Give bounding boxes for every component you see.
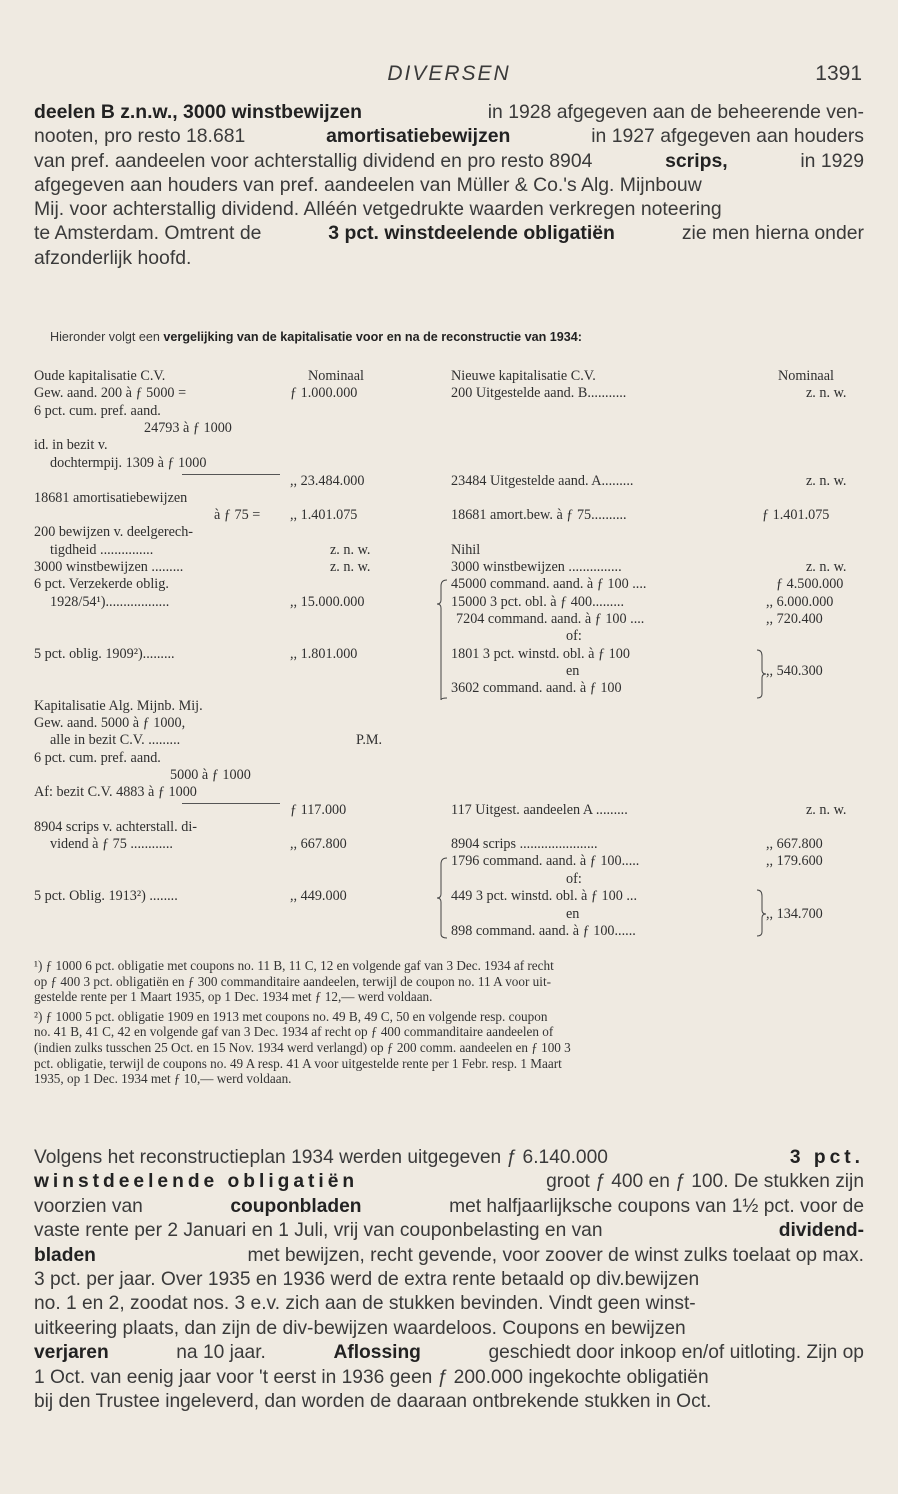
table-cell: Kapitalisatie Alg. Mijnb. Mij.: [34, 698, 203, 714]
text-run: nooten, pro resto 18.681: [34, 125, 246, 148]
footnote-line: gestelde rente per 1 Maart 1935, op 1 Dec. 1934 met ƒ 12,— werd voldaan.: [34, 989, 433, 1005]
table-cell: id. in bezit v.: [34, 437, 108, 453]
text-run: afgegeven aan houders van pref. aandeelen van Müller & Co.'s Alg. Mijnbouw: [34, 173, 702, 196]
table-cell: 6 pct. Verzekerde oblig.: [34, 576, 169, 592]
text-run: na 10 jaar.: [176, 1342, 266, 1364]
table-cell: ,, 134.700: [766, 906, 823, 922]
text-run: no. 1 en 2, zoodat nos. 3 e.v. zich aan de stukken bevinden. Vindt geen winst-: [34, 1293, 696, 1315]
bold-term: Aflossing: [333, 1342, 421, 1364]
table-cell: 45000 command. aand. à ƒ 100 ....: [451, 576, 647, 592]
text-run: in 1929: [800, 149, 864, 172]
table-cell: ,, 720.400: [766, 611, 823, 627]
table-cell: ,, 667.800: [766, 836, 823, 852]
text-run: met halfjaarlijksche coupons van 1½ pct. voor de: [449, 1195, 864, 1217]
text-run: uitkeering plaats, dan zijn de div-bewijzen waardeloos. Coupons en bewijzen: [34, 1317, 686, 1339]
table-cell: Af: bezit C.V. 4883 à ƒ 1000: [34, 784, 197, 800]
table-cell: ,, 667.800: [290, 836, 347, 852]
bold-term: vergelijking van de kapitalisatie voor en na de reconstructie van 1934:: [163, 330, 582, 344]
bold-term: 3 pct. winstdeelende obligatiën: [328, 222, 615, 245]
table-cell: z. n. w.: [330, 542, 371, 558]
bold-term: deelen B z.n.w., 3000 winstbewijzen: [34, 101, 362, 123]
text-run: met bewijzen, recht gevende, voor zoover de winst zulks toelaat op max.: [247, 1244, 864, 1266]
text-run: Volgens het reconstructieplan 1934 werden uitgegeven ƒ 6.140.000: [34, 1147, 608, 1168]
column-header: Oude kapitalisatie C.V.: [34, 368, 166, 384]
table-cell: ,, 179.600: [766, 853, 823, 869]
table-cell: ,, 540.300: [766, 663, 823, 679]
table-cell: 18681 amortisatiebewijzen: [34, 490, 188, 506]
page-number: 1391: [815, 62, 862, 85]
spaced-bold-term: 3 pct.: [789, 1147, 864, 1168]
table-cell: of:: [566, 871, 582, 887]
table-cell: 8904 scrips ......................: [451, 836, 598, 852]
table-cell: en: [566, 663, 580, 679]
table-cell: Nihil: [451, 542, 481, 558]
table-cell: dochtermpij. 1309 à ƒ 1000: [50, 455, 207, 471]
bold-term: amortisatiebewijzen: [326, 125, 511, 148]
table-cell: ,, 6.000.000: [766, 594, 834, 610]
text-run: vaste rente per 2 Januari en 1 Juli, vrij van couponbelasting en van: [34, 1220, 603, 1242]
footnote-line: ²) ƒ 1000 5 pct. obligatie 1909 en 1913 met coupons no. 49 B, 49 C, 50 en volgende resp. coupon: [34, 1008, 548, 1024]
table-cell: 5 pct. oblig. 1909²).........: [34, 646, 175, 662]
table-cell: ƒ 4.500.000: [776, 576, 844, 592]
table-cell: Gew. aand. 5000 à ƒ 1000,: [34, 715, 186, 731]
bold-term: scrips,: [665, 149, 728, 172]
table-cell: 23484 Uitgestelde aand. A.........: [451, 473, 634, 489]
footnote-line: 1935, op 1 Dec. 1934 met ƒ 10,— werd voldaan.: [34, 1071, 292, 1087]
table-cell: 8904 scrips v. achterstall. di-: [34, 819, 197, 835]
table-cell: 3000 winstbewijzen ...............: [451, 559, 622, 575]
table-cell: 18681 amort.bew. à ƒ 75..........: [451, 507, 627, 523]
table-cell: 1801 3 pct. winstd. obl. à ƒ 100: [451, 646, 630, 662]
text-run: 3 pct. per jaar. Over 1935 en 1936 werd de extra rente betaald op div.bewijzen: [34, 1269, 700, 1291]
text-run: geschiedt door inkoop en/of uitloting. Zijn op: [488, 1342, 864, 1364]
table-cell: z. n. w.: [330, 559, 371, 575]
table-cell: ,, 23.484.000: [290, 473, 365, 489]
table-cell: ,, 15.000.000: [290, 594, 365, 610]
table-cell: 15000 3 pct. obl. à ƒ 400.........: [451, 594, 624, 610]
text-run: 1 Oct. van eenig jaar voor 't eerst in 1936 geen ƒ 200.000 ingekochte obligatiën: [34, 1366, 709, 1388]
bold-term: verjaren: [34, 1342, 109, 1364]
column-header: Nominaal: [308, 368, 364, 384]
text-run: van pref. aandeelen voor achterstallig dividend en pro resto 8904: [34, 149, 593, 172]
table-cell: z. n. w.: [806, 559, 847, 575]
running-title: DIVERSEN: [387, 62, 511, 85]
table-cell: 24793 à ƒ 1000: [144, 420, 232, 436]
table-cell: Gew. aand. 200 à ƒ 5000 =: [34, 385, 187, 401]
table-cell: tigdheid ...............: [50, 542, 154, 558]
column-header: Nominaal: [778, 368, 834, 384]
table-cell: P.M.: [356, 732, 383, 748]
table-cell: z. n. w.: [806, 802, 847, 818]
table-cell: 6 pct. cum. pref. aand.: [34, 403, 161, 419]
table-cell: z. n. w.: [806, 473, 847, 489]
footnote-line: ¹) ƒ 1000 6 pct. obligatie met coupons no. 11 B, 11 C, 12 en volgende gaf van 3 Dec. 1934 af recht: [34, 958, 554, 973]
table-cell: 3000 winstbewijzen .........: [34, 559, 184, 575]
footnote-line: (indien zulks tusschen 25 Oct. en 15 Nov. 1934 werd verlangd) op ƒ 200 comm. aandeelen en ƒ 100 3: [34, 1039, 571, 1055]
spaced-bold-term: winstdeelende obligatiën: [34, 1171, 359, 1193]
table-cell: vidend à ƒ 75 ............: [50, 836, 173, 852]
table-cell: 117 Uitgest. aandeelen A .........: [451, 802, 628, 818]
table-cell: à ƒ 75 =: [214, 507, 261, 523]
intro-paragraph: [34, 100, 864, 270]
text-run: Mij. voor achterstallig dividend. Alléén vetgedrukte waarden verkregen noteering: [34, 198, 722, 221]
text-run: in 1928 afgegeven aan de beheerende ven-: [487, 101, 864, 123]
table-cell: ƒ 1.000.000: [290, 385, 358, 401]
text-run: voorzien van: [34, 1195, 143, 1217]
table-cell: ƒ 117.000: [290, 802, 347, 818]
bold-term: dividend-: [778, 1220, 864, 1242]
footnote-line: pct. obligatie, terwijl de coupons no. 49 A resp. 41 A voor uitgestelde rente per 1 Febr. resp. 1 Maart: [34, 1055, 562, 1071]
footnote-line: no. 41 B, 41 C, 42 en volgende gaf van 3 Dec. 1934 af recht op ƒ 400 commanditaire aandeelen of: [34, 1024, 554, 1040]
table-cell: 898 command. aand. à ƒ 100......: [451, 923, 636, 939]
table-cell: of:: [566, 628, 582, 644]
text-run: bij den Trustee ingeleverd, dan worden de daaraan ontbrekende stukken in Oct.: [34, 1391, 712, 1413]
page-header: [0, 62, 898, 92]
table-cell: 5000 à ƒ 1000: [170, 767, 251, 783]
table-cell: ,, 1.801.000: [290, 646, 358, 662]
bold-term: bladen: [34, 1244, 96, 1266]
text-run: Hieronder volgt een: [50, 330, 160, 344]
footnote-line: op ƒ 400 3 pct. obligatiën en ƒ 300 commanditaire aandeelen, terwijl de coupon no. 11 A voor uit-: [34, 973, 551, 989]
table-cell: 200 Uitgestelde aand. B...........: [451, 385, 627, 401]
table-cell: alle in bezit C.V. .........: [50, 732, 181, 748]
footnotes: [34, 958, 864, 1087]
table-cell: ,, 449.000: [290, 888, 347, 904]
table-cell: 3602 command. aand. à ƒ 100: [451, 680, 622, 696]
table-cell: ƒ 1.401.075: [762, 507, 830, 523]
table-cell: 6 pct. cum. pref. aand.: [34, 750, 161, 766]
table-cell: 1928/54¹)..................: [50, 594, 170, 610]
column-header: Nieuwe kapitalisatie C.V.: [451, 368, 596, 384]
bold-term: couponbladen: [230, 1195, 362, 1217]
table-cell: en: [566, 906, 580, 922]
text-run: in 1927 afgegeven aan houders: [591, 125, 864, 148]
text-run: afzonderlijk hoofd.: [34, 246, 192, 269]
sum-rule: [182, 803, 280, 804]
table-cell: 7204 command. aand. à ƒ 100 ....: [456, 611, 645, 627]
table-cell: ,, 1.401.075: [290, 507, 358, 523]
text-run: groot ƒ 400 en ƒ 100. De stukken zijn: [546, 1171, 864, 1193]
body-paragraph: [34, 1146, 864, 1414]
table-cell: z. n. w.: [806, 385, 847, 401]
text-run: te Amsterdam. Omtrent de: [34, 222, 262, 245]
table-cell: 1796 command. aand. à ƒ 100.....: [451, 853, 640, 869]
sum-rule: [182, 474, 280, 475]
comparison-heading: [50, 330, 850, 344]
text-run: zie men hierna onder: [681, 222, 864, 245]
table-cell: 200 bewijzen v. deelgerech-: [34, 524, 194, 540]
table-cell: 5 pct. Oblig. 1913²) ........: [34, 888, 178, 904]
table-cell: 449 3 pct. winstd. obl. à ƒ 100 ...: [451, 888, 638, 904]
